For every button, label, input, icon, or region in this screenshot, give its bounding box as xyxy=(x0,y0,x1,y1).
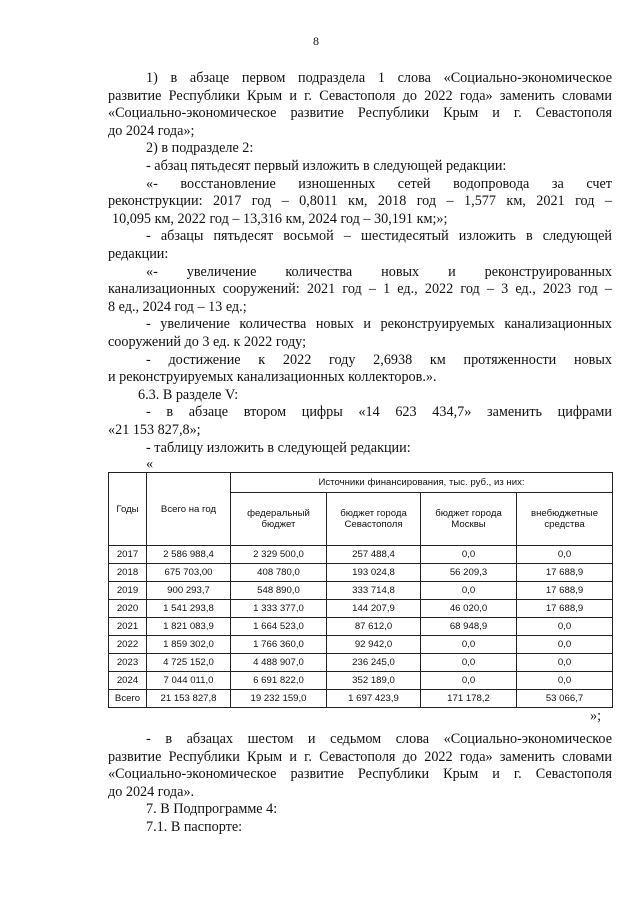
financing-table xyxy=(108,472,613,708)
paragraph-line: 7. В Подпрограмме 4: xyxy=(146,801,278,818)
year-cell: 2021 xyxy=(109,618,147,636)
value-cell: 53 066,7 xyxy=(517,690,613,708)
table-row xyxy=(109,654,613,672)
table-row xyxy=(109,582,613,600)
paragraph-line: развитие Республики Крым и г. Севастополя до 2022 года» заменить словами xyxy=(108,748,612,765)
value-cell: 4 488 907,0 xyxy=(231,654,327,672)
header-extrabudgetary: внебюджетные средства xyxy=(517,493,613,546)
paragraph-line: «Социально-экономическое развитие Республики Крым и г. Севастополя xyxy=(108,766,612,783)
year-cell: 2024 xyxy=(109,672,147,690)
value-cell: 0,0 xyxy=(517,654,613,672)
value-cell: 0,0 xyxy=(421,582,517,600)
paragraph-line: - увеличение количества новых и реконструируемых канализационных xyxy=(146,316,612,333)
value-cell: 0,0 xyxy=(517,618,613,636)
value-cell: 144 207,9 xyxy=(327,600,421,618)
value-cell: 333 714,8 xyxy=(327,582,421,600)
year-cell: 2022 xyxy=(109,636,147,654)
paragraph-line: 7.1. В паспорте: xyxy=(146,819,243,835)
paragraph-line: «Социально-экономическое развитие Республики Крым и г. Севастополя xyxy=(108,105,612,122)
value-cell: 0,0 xyxy=(421,636,517,654)
value-cell: 68 948,9 xyxy=(421,618,517,636)
paragraph-line: и реконструируемых канализационных коллекторов.». xyxy=(108,369,437,386)
paragraph-line: до 2024 года». xyxy=(108,783,195,800)
value-cell: 19 232 159,0 xyxy=(231,690,327,708)
paragraph-line: канализационных сооружений: 2021 год – 1 ед., 2022 год – 3 ед., 2023 год – xyxy=(108,281,612,298)
paragraph-line: - таблицу изложить в следующей редакции: xyxy=(146,439,411,456)
value-cell: 46 020,0 xyxy=(421,600,517,618)
value-cell: 193 024,8 xyxy=(327,564,421,582)
value-cell: 2 586 988,4 xyxy=(147,546,231,564)
value-cell: 17 688,9 xyxy=(517,600,613,618)
table-row xyxy=(109,636,613,654)
value-cell: 17 688,9 xyxy=(517,564,613,582)
value-cell: 1 697 423,9 xyxy=(327,690,421,708)
value-cell: 0,0 xyxy=(421,672,517,690)
value-cell: 0,0 xyxy=(517,672,613,690)
paragraph-line: развитие Республики Крым и г. Севастополя до 2022 года» заменить словами xyxy=(108,87,612,104)
paragraph-line: 10,095 км, 2022 год – 13,316 км, 2024 год – 30,191 км;»; xyxy=(112,210,448,227)
paragraph-line: - абзацы пятьдесят восьмой – шестидесятый изложить в следующей xyxy=(146,228,612,245)
value-cell: 87 612,0 xyxy=(327,618,421,636)
paragraph-line: до 2024 года»; xyxy=(108,122,195,139)
table-row xyxy=(109,546,613,564)
paragraph-line: 8 ед., 2024 год – 13 ед.; xyxy=(108,298,247,315)
value-cell: 21 153 827,8 xyxy=(147,690,231,708)
table-row xyxy=(109,690,613,708)
value-cell: 92 942,0 xyxy=(327,636,421,654)
table-row xyxy=(109,600,613,618)
header-years: Годы xyxy=(109,473,147,546)
value-cell: 408 780,0 xyxy=(231,564,327,582)
paragraph-line: - достижение к 2022 году 2,6938 км протяженности новых xyxy=(146,351,612,368)
value-cell: 548 890,0 xyxy=(231,582,327,600)
header-sources: Источники финансирования, тыс. руб., из них: xyxy=(231,473,613,493)
value-cell: 675 703,00 xyxy=(147,564,231,582)
header-total: Всего на год xyxy=(147,473,231,546)
value-cell: 17 688,9 xyxy=(517,582,613,600)
paragraph-line: - абзац пятьдесят первый изложить в следующей редакции: xyxy=(146,158,507,174)
year-cell: 2023 xyxy=(109,654,147,672)
value-cell: 56 209,3 xyxy=(421,564,517,582)
value-cell: 257 488,4 xyxy=(327,546,421,564)
paragraph-line: «21 153 827,8»; xyxy=(108,422,201,438)
value-cell: 0,0 xyxy=(517,636,613,654)
table-row xyxy=(109,672,613,690)
paragraph-line: 6.3. В разделе V: xyxy=(138,386,239,403)
value-cell: 352 189,0 xyxy=(327,672,421,690)
closing-quote: »; xyxy=(590,708,602,724)
year-cell: 2018 xyxy=(109,564,147,582)
value-cell: 0,0 xyxy=(421,654,517,672)
paragraph-line: - в абзацах шестом и седьмом слова «Социально-экономическое xyxy=(146,731,612,747)
value-cell: 1 859 302,0 xyxy=(147,636,231,654)
opening-quote: « xyxy=(146,456,154,472)
paragraph-line: реконструкции: 2017 год – 0,8011 км, 2018 год – 1,577 км, 2021 год – xyxy=(108,193,612,210)
header-sevastopol: бюджет города Севастополя xyxy=(327,493,421,546)
table-row xyxy=(109,618,613,636)
value-cell: 1 664 523,0 xyxy=(231,618,327,636)
value-cell: 900 293,7 xyxy=(147,582,231,600)
paragraph-line: - в абзаце втором цифры «14 623 434,7» заменить цифрами xyxy=(146,404,612,421)
year-cell: 2017 xyxy=(109,546,147,564)
value-cell: 7 044 011,0 xyxy=(147,672,231,690)
paragraph-line: «- увеличение количества новых и реконструированных xyxy=(146,263,612,280)
value-cell: 1 541 293,8 xyxy=(147,600,231,618)
value-cell: 171 178,2 xyxy=(421,690,517,708)
value-cell: 1 821 083,9 xyxy=(147,618,231,636)
paragraph-line: 1) в абзаце первом подраздела 1 слова «Социально-экономическое xyxy=(146,70,612,86)
paragraph-line: «- восстановление изношенных сетей водопровода за счет xyxy=(146,175,612,192)
table-row xyxy=(109,564,613,582)
value-cell: 0,0 xyxy=(421,546,517,564)
value-cell: 6 691 822,0 xyxy=(231,672,327,690)
paragraph-line: редакции: xyxy=(108,246,169,262)
value-cell: 4 725 152,0 xyxy=(147,654,231,672)
value-cell: 236 245,0 xyxy=(327,654,421,672)
year-cell: 2020 xyxy=(109,600,147,618)
year-cell: Всего xyxy=(109,690,147,708)
header-moscow: бюджет города Москвы xyxy=(421,493,517,546)
paragraph-line: сооружений до 3 ед. к 2022 году; xyxy=(108,334,307,350)
header-federal: федеральный бюджет xyxy=(231,493,327,546)
page-number: 8 xyxy=(313,34,319,48)
paragraph-line: 2) в подразделе 2: xyxy=(146,140,254,157)
value-cell: 0,0 xyxy=(517,546,613,564)
value-cell: 1 333 377,0 xyxy=(231,600,327,618)
year-cell: 2019 xyxy=(109,582,147,600)
value-cell: 1 766 360,0 xyxy=(231,636,327,654)
value-cell: 2 329 500,0 xyxy=(231,546,327,564)
